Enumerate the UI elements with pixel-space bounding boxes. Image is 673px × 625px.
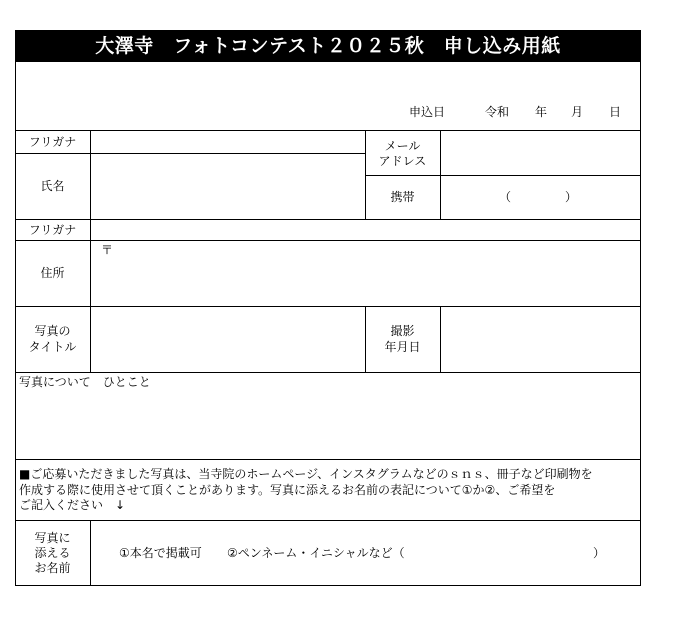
- notice-line-2: 作成する際に使用させて頂くことがあります。写真に添えるお名前の表記について①か②、ご希望を: [19, 483, 556, 497]
- name-field[interactable]: [91, 154, 365, 219]
- date-era: 令和: [485, 105, 510, 119]
- name-display-label-line2: 添える: [34, 546, 71, 560]
- date-year: 年: [535, 105, 548, 119]
- date-month: 月: [571, 105, 584, 119]
- shoot-date-field[interactable]: [441, 307, 640, 372]
- option-pen-name: ②ペンネーム・イニシャルなど（: [227, 546, 405, 560]
- option-close-paren: ）: [593, 546, 606, 560]
- option-real-name: ①本名で掲載可: [119, 546, 202, 560]
- furigana-label: フリガナ: [28, 135, 77, 149]
- date-day: 日: [609, 105, 622, 119]
- shoot-date-label-line2: 年月日: [384, 340, 421, 354]
- application-form: [15, 30, 641, 586]
- name-label: 氏名: [40, 179, 65, 193]
- phone-close-paren: ）: [565, 190, 578, 204]
- rule: [15, 585, 641, 586]
- photo-title-field[interactable]: [91, 307, 365, 372]
- email-field[interactable]: [441, 131, 640, 175]
- form-title: 大澤寺 フォトコンテスト２０２５秋 申し込み用紙: [15, 30, 641, 62]
- name-display-label-line1: 写真に: [34, 531, 71, 545]
- email-label-line2: アドレス: [378, 154, 427, 168]
- rule: [365, 175, 641, 176]
- shoot-date-label-line1: 撮影: [390, 324, 415, 338]
- date-label: 申込日: [409, 105, 446, 119]
- photo-title-label-line1: 写真の: [34, 324, 71, 338]
- phone-open-paren: （: [499, 190, 512, 204]
- rule: [15, 372, 641, 373]
- postal-mark: 〒: [101, 243, 114, 257]
- phone-label: 携帯: [390, 190, 415, 204]
- notice-line-3: ご記入ください ↓: [19, 498, 126, 512]
- address-field[interactable]: [91, 241, 640, 306]
- border-right: [640, 62, 641, 586]
- rule: [15, 459, 641, 460]
- photo-title-label-line2: タイトル: [28, 340, 77, 354]
- comment-label: 写真について ひとこと: [19, 375, 151, 389]
- name-display-label-line3: お名前: [34, 561, 71, 575]
- comment-field[interactable]: [16, 392, 640, 459]
- rule: [15, 520, 641, 521]
- email-label-line1: メール: [384, 139, 421, 153]
- notice-line-1: ■ご応募いただきました写真は、当寺院のホームページ、インスタグラムなどのｓｎｓ、冊子など印刷物を: [19, 467, 593, 481]
- furigana-label-2: フリガナ: [28, 223, 77, 237]
- rule: [15, 219, 641, 220]
- address-label: 住所: [40, 266, 65, 280]
- rule: [90, 520, 91, 585]
